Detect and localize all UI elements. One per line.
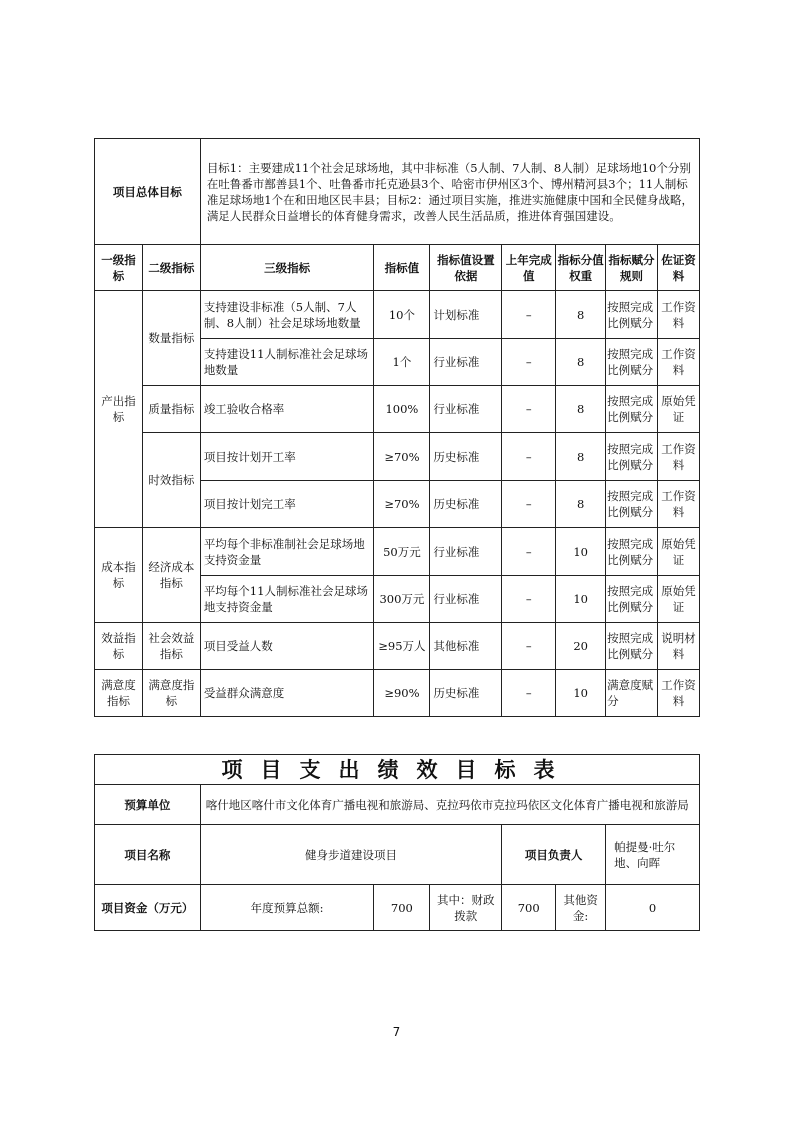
table-title: 项目支出绩效目标表 bbox=[95, 755, 700, 785]
row-last: – bbox=[502, 623, 556, 670]
budget-unit-value: 喀什地区喀什市文化体育广播电视和旅游局、克拉玛依市克拉玛依区文化体育广播电视和旅游局 bbox=[200, 785, 699, 825]
row-rule: 按照完成比例赋分 bbox=[606, 576, 658, 623]
group-econ-cost: 经济成本指标 bbox=[142, 528, 200, 623]
project-name-value: 健身步道建设项目 bbox=[200, 825, 501, 885]
group-quality: 质量指标 bbox=[142, 386, 200, 433]
row-basis: 历史标准 bbox=[430, 481, 502, 528]
row-rule: 按照完成比例赋分 bbox=[606, 291, 658, 339]
group-satisfaction: 满意度指标 bbox=[95, 670, 143, 717]
header-proof: 佐证资料 bbox=[658, 245, 700, 291]
header-level3: 三级指标 bbox=[200, 245, 374, 291]
row-name: 项目受益人数 bbox=[200, 623, 374, 670]
row-value: ≥70% bbox=[374, 433, 430, 481]
row-rule: 按照完成比例赋分 bbox=[606, 623, 658, 670]
row-weight: 8 bbox=[556, 481, 606, 528]
row-value: 1个 bbox=[374, 339, 430, 386]
group-cost: 成本指标 bbox=[95, 528, 143, 623]
header-level1: 一级指标 bbox=[95, 245, 143, 291]
group-quantity: 数量指标 bbox=[142, 291, 200, 386]
row-weight: 8 bbox=[556, 291, 606, 339]
row-basis: 行业标准 bbox=[430, 528, 502, 576]
row-name: 受益群众满意度 bbox=[200, 670, 374, 717]
page-number: 7 bbox=[392, 1025, 401, 1039]
row-basis: 计划标准 bbox=[430, 291, 502, 339]
row-name: 平均每个11人制标准社会足球场地支持资金量 bbox=[200, 576, 374, 623]
project-owner-value: 帕提曼·吐尔地、向晖 bbox=[606, 825, 700, 885]
row-value: 300万元 bbox=[374, 576, 430, 623]
header-basis: 指标值设置依据 bbox=[430, 245, 502, 291]
row-proof: 原始凭证 bbox=[658, 576, 700, 623]
group-timeliness: 时效指标 bbox=[142, 433, 200, 528]
project-expenditure-table bbox=[94, 754, 700, 931]
row-weight: 10 bbox=[556, 528, 606, 576]
row-name: 支持建设非标准（5人制、7人制、8人制）社会足球场地数量 bbox=[200, 291, 374, 339]
row-rule: 按照完成比例赋分 bbox=[606, 433, 658, 481]
row-last: – bbox=[502, 291, 556, 339]
row-name: 项目按计划完工率 bbox=[200, 481, 374, 528]
row-proof: 工作资料 bbox=[658, 339, 700, 386]
row-last: – bbox=[502, 386, 556, 433]
row-name: 项目按计划开工率 bbox=[200, 433, 374, 481]
header-value: 指标值 bbox=[374, 245, 430, 291]
row-rule: 满意度赋分 bbox=[606, 670, 658, 717]
other-fund-label: 其他资金: bbox=[556, 885, 606, 931]
row-proof: 原始凭证 bbox=[658, 386, 700, 433]
row-rule: 按照完成比例赋分 bbox=[606, 386, 658, 433]
row-basis: 行业标准 bbox=[430, 576, 502, 623]
row-last: – bbox=[502, 339, 556, 386]
row-rule: 按照完成比例赋分 bbox=[606, 528, 658, 576]
row-proof: 工作资料 bbox=[658, 291, 700, 339]
row-rule: 按照完成比例赋分 bbox=[606, 481, 658, 528]
row-weight: 10 bbox=[556, 670, 606, 717]
row-name: 竣工验收合格率 bbox=[200, 386, 374, 433]
row-basis: 行业标准 bbox=[430, 386, 502, 433]
group-satisfaction-sub: 满意度指标 bbox=[142, 670, 200, 717]
fiscal-label: 其中：财政拨款 bbox=[430, 885, 502, 931]
row-proof: 说明材料 bbox=[658, 623, 700, 670]
header-last-year: 上年完成值 bbox=[502, 245, 556, 291]
header-rule: 指标赋分规则 bbox=[606, 245, 658, 291]
project-name-label: 项目名称 bbox=[95, 825, 201, 885]
group-social-benefit: 社会效益指标 bbox=[142, 623, 200, 670]
row-proof: 工作资料 bbox=[658, 481, 700, 528]
row-weight: 8 bbox=[556, 433, 606, 481]
performance-indicator-table bbox=[94, 138, 700, 717]
overall-goal-text: 目标1：主要建成11个社会足球场地，其中非标准（5人制、7人制、8人制）足球场地10个分别在吐鲁番市鄯善县1个、吐鲁番市托克逊县3个、哈密市伊州区3个、博州精河县3个；11人制标准足球场地1个在和田地区民丰县；目标2：通过项目实施，推进实施健康中国和全民健身战略，满足人民群众日益增长的体育健身需求，改善人民生活品质，推进体育强国建设。 bbox=[200, 139, 699, 245]
row-value: ≥70% bbox=[374, 481, 430, 528]
row-weight: 8 bbox=[556, 339, 606, 386]
row-last: – bbox=[502, 576, 556, 623]
row-basis: 其他标准 bbox=[430, 623, 502, 670]
row-proof: 工作资料 bbox=[658, 433, 700, 481]
row-rule: 按照完成比例赋分 bbox=[606, 339, 658, 386]
row-proof: 工作资料 bbox=[658, 670, 700, 717]
row-value: 50万元 bbox=[374, 528, 430, 576]
annual-budget-value: 700 bbox=[374, 885, 430, 931]
row-last: – bbox=[502, 433, 556, 481]
row-proof: 原始凭证 bbox=[658, 528, 700, 576]
row-name: 平均每个非标准制社会足球场地支持资金量 bbox=[200, 528, 374, 576]
overall-goal-label: 项目总体目标 bbox=[95, 139, 201, 245]
budget-unit-label: 预算单位 bbox=[95, 785, 201, 825]
project-owner-label: 项目负责人 bbox=[502, 825, 606, 885]
group-benefit: 效益指标 bbox=[95, 623, 143, 670]
annual-budget-label: 年度预算总额: bbox=[200, 885, 374, 931]
fiscal-value: 700 bbox=[502, 885, 556, 931]
header-weight: 指标分值权重 bbox=[556, 245, 606, 291]
row-basis: 历史标准 bbox=[430, 670, 502, 717]
row-basis: 历史标准 bbox=[430, 433, 502, 481]
other-fund-value: 0 bbox=[606, 885, 700, 931]
row-value: ≥95万人 bbox=[374, 623, 430, 670]
fund-label: 项目资金（万元） bbox=[95, 885, 201, 931]
row-last: – bbox=[502, 481, 556, 528]
row-weight: 10 bbox=[556, 576, 606, 623]
row-value: ≥90% bbox=[374, 670, 430, 717]
row-name: 支持建设11人制标准社会足球场地数量 bbox=[200, 339, 374, 386]
row-value: 100% bbox=[374, 386, 430, 433]
row-weight: 20 bbox=[556, 623, 606, 670]
row-basis: 行业标准 bbox=[430, 339, 502, 386]
row-last: – bbox=[502, 670, 556, 717]
group-output: 产出指标 bbox=[95, 291, 143, 528]
row-weight: 8 bbox=[556, 386, 606, 433]
row-value: 10个 bbox=[374, 291, 430, 339]
header-level2: 二级指标 bbox=[142, 245, 200, 291]
row-last: – bbox=[502, 528, 556, 576]
